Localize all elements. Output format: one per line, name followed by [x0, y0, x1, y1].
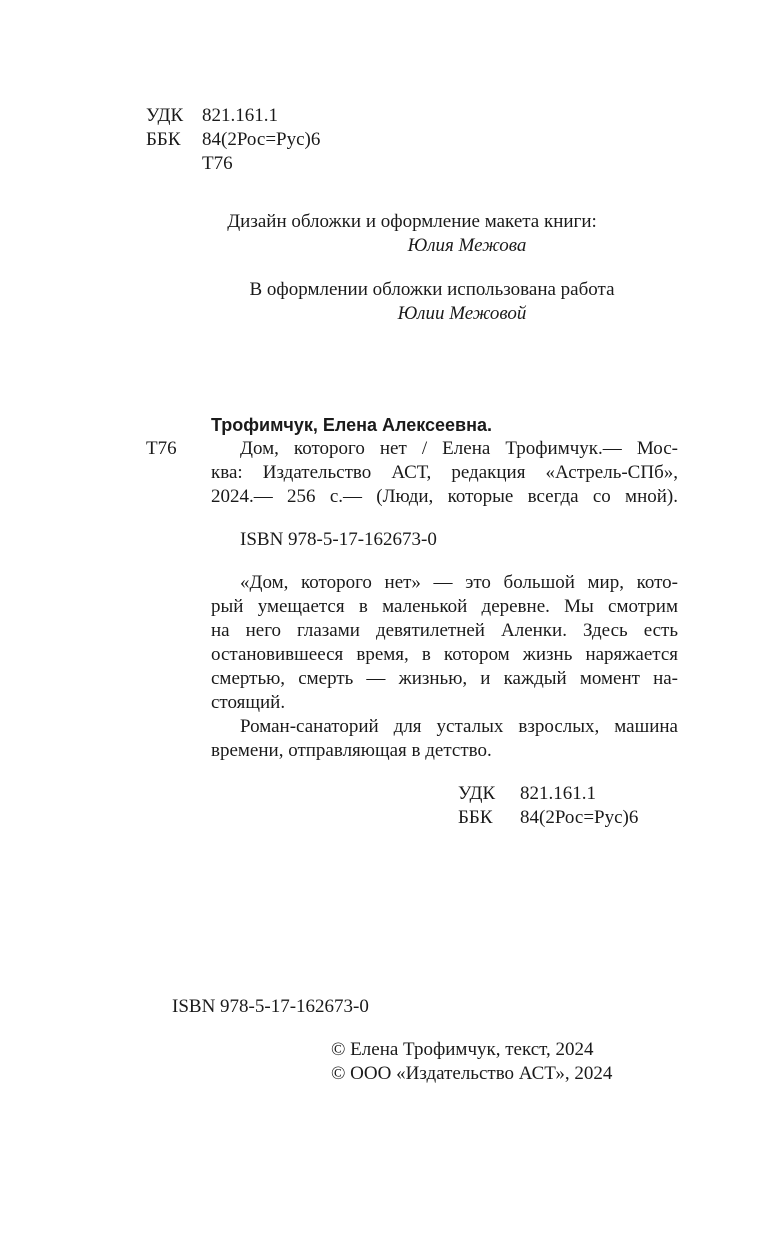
catalog-bbk-label: ББК [458, 807, 493, 828]
bottom-isbn: ISBN 978-5-17-162673-0 [172, 996, 369, 1017]
top-udk-label: УДК [146, 105, 184, 126]
top-udk-value: 821.161.1 [202, 105, 278, 126]
design-credit-name: Юлия Межова [407, 235, 527, 256]
top-author-mark: Т76 [202, 153, 233, 174]
design-credit-line: Дизайн обложки и оформление макета книги: [227, 211, 597, 232]
copyright-publisher: © ООО «Издательство АСТ», 2024 [331, 1063, 613, 1084]
catalog-bbk-row [458, 806, 638, 830]
top-bbk-label: ББК [146, 129, 181, 150]
catalog-udk-value: 821.161.1 [520, 783, 596, 804]
catalog-author-mark: Т76 [146, 438, 177, 459]
copyright-author: © Елена Трофимчук, текст, 2024 [331, 1039, 594, 1060]
annotation-line-2: рый умещается в маленькой деревне. Мы смотрим [211, 596, 678, 617]
annotation-line-3: на него глазами девятилетней Аленки. Здесь есть [211, 620, 678, 641]
annotation-line-7: Роман-санаторий для усталых взрослых, машина [240, 716, 678, 737]
annotation-line-6: стоящий. [211, 692, 286, 713]
catalog-udk-label: УДК [458, 783, 496, 804]
top-bbk-value: 84(2Рос=Рус)6 [202, 129, 321, 150]
top-udk-row [146, 104, 278, 128]
catalog-description-line-2: ква: Издательство АСТ, редакция «Астрель-СПб», [211, 462, 678, 483]
annotation-line-1: «Дом, которого нет» — это большой мир, кото- [240, 572, 678, 593]
top-bbk-row [146, 128, 320, 152]
catalog-description-line-3: 2024.— 256 с.— (Люди, которые всегда со мной). [211, 486, 678, 507]
cover-credit-name: Юлии Межовой [397, 303, 527, 324]
catalog-isbn: ISBN 978-5-17-162673-0 [240, 529, 437, 550]
cover-credit-line: В оформлении обложки использована работа [249, 279, 615, 300]
annotation-line-8: времени, отправляющая в детство. [211, 740, 492, 761]
catalog-bbk-value: 84(2Рос=Рус)6 [520, 807, 639, 828]
catalog-description-line-1: Дом, которого нет / Елена Трофимчук.— Мос- [240, 438, 678, 459]
annotation-line-4: остановившееся время, в котором жизнь наряжается [211, 644, 678, 665]
catalog-author-heading: Трофимчук, Елена Алексеевна. [211, 415, 492, 435]
annotation-line-5: смертью, смерть — жизнью, и каждый момент на- [211, 668, 678, 689]
catalog-udk-row [458, 782, 596, 806]
